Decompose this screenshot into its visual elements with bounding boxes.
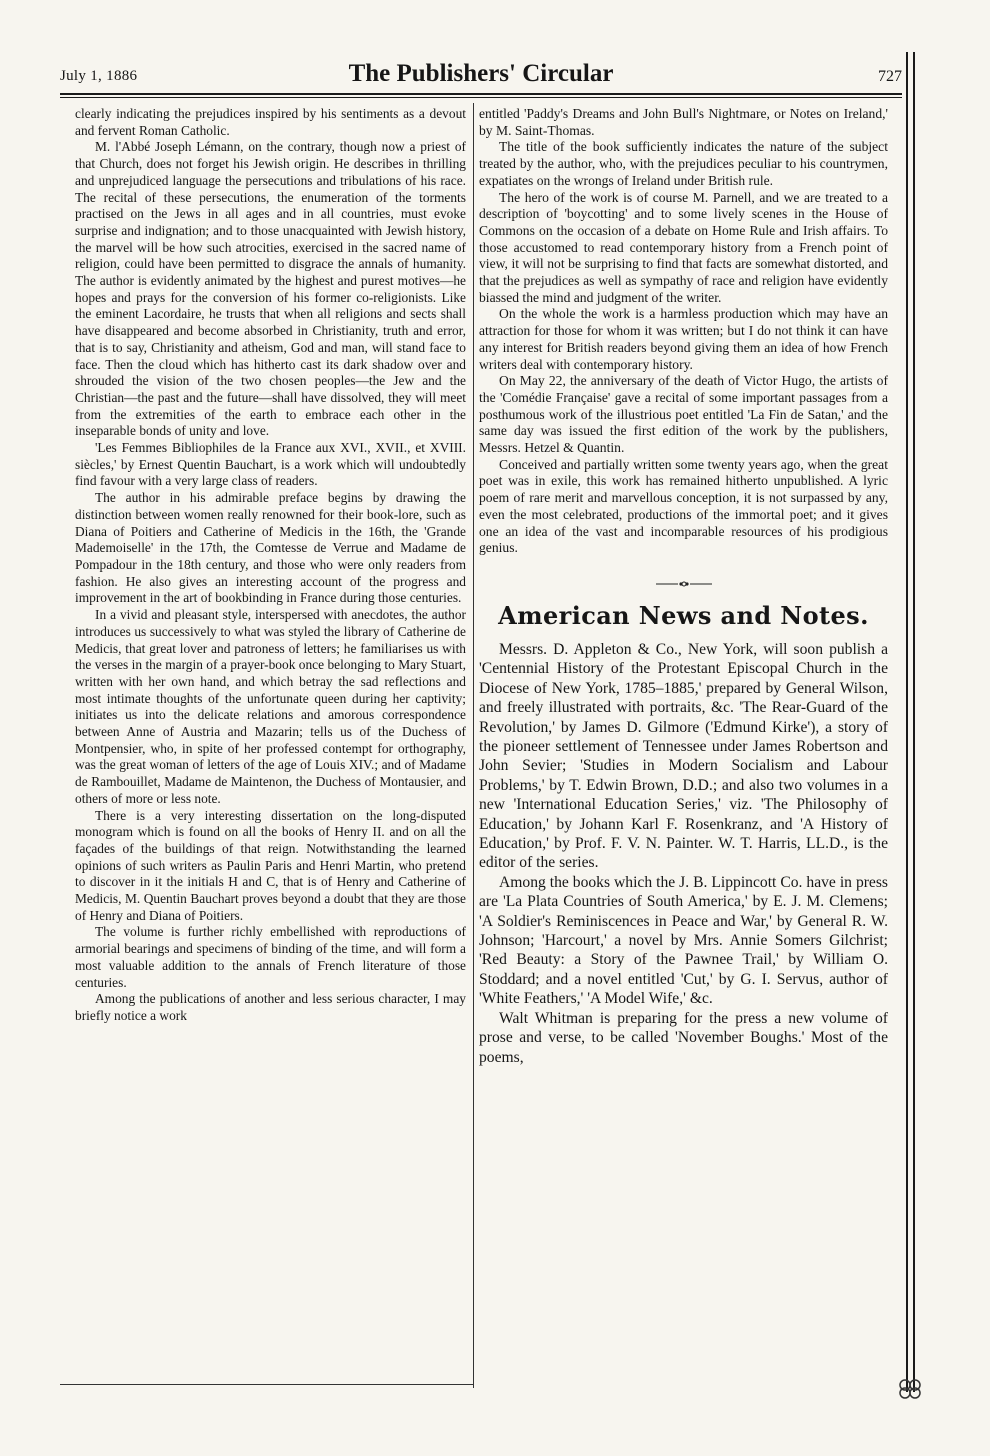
paragraph: clearly indicating the prejudices inspired by his sentiments as a devout and fervent Roman Catholic. bbox=[75, 106, 466, 138]
paragraph: Conceived and partially written some twenty years ago, when the great poet was in exile, this work has remained hitherto unpublished. A lyric poem of rare merit and marvellous conception, it is not surpassed by any, even the most celebrated, productions of the immortal poet; and it gives one an idea of the vast and incomparable resources of his prodigious genius. bbox=[479, 456, 888, 556]
paragraph: 'Les Femmes Bibliophiles de la France aux XVI., XVII., et XVIII. siècles,' by Ernest Quentin Bauchart, is a work which will undoubtedly find favour with a very large class of readers. bbox=[75, 440, 466, 489]
paragraph: The author in his admirable preface begins by drawing the distinction between women really renowned for their book-lore, such as Diana of Poitiers and Catherine of Medicis in the 16th, the 'Grande Mademoiselle' in the 17th, the Comtesse de Verrue and Madame de Pompadour in the 18th century, and those who were only readers from fashion. He also gives an interesting account of the progress and improvement in the art of bookbinding in France during those centuries. bbox=[75, 490, 466, 606]
paragraph: Among the publications of another and less serious character, I may briefly notice a work bbox=[75, 991, 466, 1023]
right-column bbox=[479, 106, 888, 1386]
paragraph: On May 22, the anniversary of the death of Victor Hugo, the artists of the 'Comédie Française' gave a recital of some important passages from a posthumous work of the illustrious poet entitled 'La Fin de Satan,' and the same day was issued the first edition of the work by the publishers, Messrs. Hetzel & Quantin. bbox=[479, 373, 888, 456]
section-heading: American News and Notes. bbox=[498, 600, 869, 630]
page-header bbox=[60, 60, 902, 90]
paragraph: The hero of the work is of course M. Parnell, and we are treated to a description of 'boycotting' and to some lively scenes in the House of Commons on the occasion of a debate on Home Rule and Irish affairs. To those accustomed to read contemporary history from a French point of view, it will not be surprising to find that facts are somewhat distorted, and that the prejudices as well as sympathy of race and religion have evidently biassed the mind and judgment of the writer. bbox=[479, 189, 888, 305]
paragraph: entitled 'Paddy's Dreams and John Bull's Nightmare, or Notes on Ireland,' by M. Saint-Thomas. bbox=[479, 106, 888, 138]
left-column bbox=[75, 106, 466, 1386]
paragraph: Among the books which the J. B. Lippincott Co. have in press are 'La Plata Countries of South America,' by E. J. M. Clemens; 'A Soldier's Reminiscences in Peace and War,' by General R. W. Johnson; 'Harcourt,' a novel by Mrs. Annie Somers Gilchrist; 'Red Beauty: a Story of the Pawnee Trail,' by William O. Stoddard; and a novel entitled 'Cut,' by G. I. Servus, author of 'White Feathers,' 'A Model Wife,' &c. bbox=[479, 873, 888, 1008]
header-rule-thick bbox=[60, 93, 902, 95]
margin-rule-left bbox=[906, 52, 908, 1392]
section-ornament-icon bbox=[479, 575, 888, 587]
paragraph: Walt Whitman is preparing for the press a new volume of prose and verse, to be called 'November Boughs.' Most of the poems, bbox=[479, 1009, 888, 1066]
paragraph: The title of the book sufficiently indicates the nature of the subject treated by the author, who, with the prejudices peculiar to his countrymen, expatiates on the wrongs of Ireland under British rule. bbox=[479, 139, 888, 188]
publication-title: The Publishers' Circular bbox=[348, 60, 614, 87]
column-divider bbox=[473, 103, 474, 1388]
paragraph: In a vivid and pleasant style, interspersed with anecdotes, the author introduces us successively to what was styled the library of Catherine de Medicis, that great lover and patroness of letters; he familiarises us with the verses in the margin of a prayer-book once belonging to Mary Stuart, written with her own hand, and which betray the sad reflections and most intimate thoughts of the unfortunate queen during her captivity; initiates us into the delicate relations and amorous correspondence between Anne of Austria and Mazarin; tells us of the Duchess of Montpensier, who, in spite of her professed contempt for orthography, was the great woman of letters of the age of Louis XIV.; and of Madame de Rambouillet, Madame de Maintenon, the Duchess of Montausier, and others of more or less note. bbox=[75, 607, 466, 806]
bottom-rule bbox=[60, 1384, 473, 1385]
paragraph: Messrs. D. Appleton & Co., New York, will soon publish a 'Centennial History of the Protestant Episcopal Church in the Diocese of New York, 1785–1885,' prepared by General Wilson, and freely illustrated with portraits, &c. 'The Rear-Guard of the Revolution,' by James D. Gilmore ('Edmund Kirke'), a story of the pioneer settlement of Tennessee under James Robertson and John Sevier; 'Studies in Modern Socialism and Labour Problems,' by T. Edwin Brown, D.D.; and also two volumes in a new 'International Education Series,' viz. 'The Philosophy of Education,' by Johann Karl F. Rosenkranz, and 'A History of Education,' by Prof. F. V. N. Painter. W. T. Harris, LL.D., is the editor of the series. bbox=[479, 640, 888, 872]
issue-date: July 1, 1886 bbox=[60, 68, 138, 84]
margin-rule-right bbox=[913, 52, 915, 1392]
decorative-knot-icon bbox=[896, 1377, 924, 1401]
paragraph: The volume is further richly embellished with reproductions of armorial bearings and specimens of binding of the time, and will form a most valuable addition to the annals of French literature of those centuries. bbox=[75, 924, 466, 990]
paragraph: On the whole the work is a harmless production which may have an attraction for those for whom it was written; but I do not think it can have any interest for British readers beyond giving them an idea of how French writers deal with contemporary history. bbox=[479, 306, 888, 372]
page-number: 727 bbox=[878, 68, 902, 85]
paragraph: M. l'Abbé Joseph Lémann, on the contrary, though now a priest of that Church, does not forget his Jewish origin. He describes in thrilling and unprejudiced language the persecutions and tribulations of his race. The recital of these persecutions, the enumeration of the torments practised on the Jews in all ages and in all countries, must evoke surprise and indignation; and to those unacquainted with Jewish history, the marvel will be how such atrocities, exercised in the sacred name of religion, could have been permitted to disgrace the annals of humanity. The author is evidently animated by the highest and purest motives—he hopes and prays for the conversion of his former co-religionists. Like the eminent Lacordaire, he trusts that when all religions and sects shall have disappeared and become absorbed in Christianity, truth and error, that is to say, Christianity and atheism, God and man, will stand face to face. Then the cloud which has hitherto cast its dark shadow over and shrouded the vision of the two chosen peoples—the Jew and the Christian—the past and the future—shall have dissolved, they will meet from the extremities of the earth to embrace each other in the inseparable bonds of unity and love. bbox=[75, 139, 466, 439]
header-rule-thin bbox=[60, 97, 902, 98]
paragraph: There is a very interesting dissertation on the long-disputed monogram which is found on all the books of Henry II. and on all the façades of the buildings of that reign. Notwithstanding the learned opinions of such writers as Paulin Paris and Henri Martin, who pretend to discover in it the initials H and C, that is of Henry and Catherine of Medicis, M. Quentin Bauchart proves beyond a doubt that they are those of Henry and Diana of Poitiers. bbox=[75, 807, 466, 923]
